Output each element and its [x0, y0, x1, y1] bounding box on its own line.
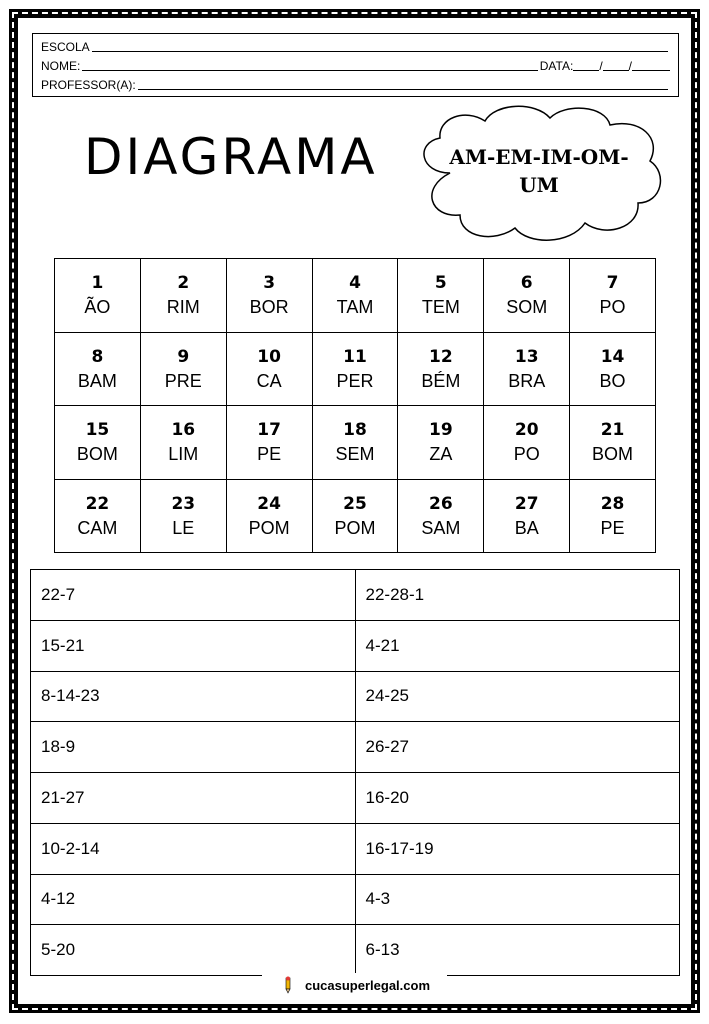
- grid-row: [55, 259, 656, 333]
- answer-code[interactable]: 5-20: [31, 925, 356, 976]
- grid-cell: [398, 259, 484, 333]
- cell-number: 13: [514, 346, 539, 367]
- cell-syllable: ÃO: [84, 297, 111, 318]
- answer-table: [30, 569, 680, 976]
- syllable-grid: [54, 258, 656, 553]
- grid-cell: [140, 406, 226, 480]
- answer-code[interactable]: 21-27: [31, 773, 356, 824]
- escola-field[interactable]: [92, 38, 668, 52]
- grid-cell: [55, 259, 141, 333]
- grid-cell: [398, 406, 484, 480]
- cell-syllable: BOM: [76, 444, 118, 465]
- grid-cell: [312, 479, 398, 553]
- cell-number: 23: [171, 493, 196, 514]
- cell-number: 9: [177, 346, 190, 367]
- cell-number: 12: [429, 346, 453, 367]
- cell-number: 22: [85, 493, 110, 514]
- cell-syllable: LIM: [168, 444, 199, 465]
- cell-syllable: BAM: [77, 370, 117, 391]
- grid-cell: [55, 406, 141, 480]
- cell-syllable: TAM: [336, 297, 374, 318]
- grid-cell: [312, 332, 398, 406]
- answer-code[interactable]: 4-12: [31, 874, 356, 925]
- grid-row: [55, 479, 656, 553]
- grid-cell: [570, 259, 656, 333]
- cell-syllable: CAM: [77, 517, 118, 538]
- cell-syllable: PO: [513, 444, 540, 465]
- grid-cell: [570, 479, 656, 553]
- grid-cell: [140, 332, 226, 406]
- answer-code[interactable]: 4-3: [355, 874, 680, 925]
- cell-number: 6: [520, 273, 533, 294]
- cell-syllable: SEM: [335, 444, 375, 465]
- grid-cell: [484, 259, 570, 333]
- answer-code[interactable]: 10-2-14: [31, 823, 356, 874]
- answer-code[interactable]: 16-20: [355, 773, 680, 824]
- answer-code[interactable]: 24-25: [355, 671, 680, 722]
- cell-syllable: BO: [599, 370, 626, 391]
- cell-syllable: LE: [172, 517, 195, 538]
- grid-cell: [570, 332, 656, 406]
- cell-number: 4: [349, 273, 361, 294]
- cell-syllable: BA: [514, 517, 539, 538]
- footer-site[interactable]: cucasuperlegal.com: [305, 977, 430, 993]
- cell-number: 10: [257, 346, 281, 367]
- cell-number: 26: [429, 493, 453, 514]
- data-label: DATA:: [539, 59, 574, 73]
- data-day-field[interactable]: [573, 57, 599, 71]
- cell-number: 14: [600, 346, 625, 367]
- grid-cell: [226, 479, 312, 553]
- cell-number: 1: [91, 273, 104, 294]
- cell-number: 7: [606, 273, 619, 294]
- cell-syllable: PE: [600, 517, 625, 538]
- cell-syllable: PO: [599, 297, 626, 318]
- grid-cell: [226, 332, 312, 406]
- escola-label: ESCOLA: [41, 40, 90, 54]
- grid-cell: [398, 332, 484, 406]
- answer-code[interactable]: 6-13: [355, 925, 680, 976]
- grid-cell: [140, 259, 226, 333]
- cell-syllable: SOM: [506, 297, 548, 318]
- answer-row: [31, 925, 680, 976]
- student-info-box: ESCOLA NOME: DATA: / / PROFESSOR(A):: [32, 33, 679, 97]
- cell-syllable: CA: [256, 370, 282, 391]
- page-title: DIAGRAMA: [84, 128, 378, 186]
- cell-syllable: RIM: [166, 297, 200, 318]
- grid-cell: [398, 479, 484, 553]
- answer-code[interactable]: 22-7: [31, 570, 356, 621]
- grid-cell: [484, 479, 570, 553]
- answer-code[interactable]: 4-21: [355, 620, 680, 671]
- answer-code[interactable]: 16-17-19: [355, 823, 680, 874]
- cell-number: 11: [343, 346, 367, 367]
- grid-cell: [312, 259, 398, 333]
- cell-syllable: PER: [336, 370, 374, 391]
- cell-syllable: POM: [248, 517, 290, 538]
- answer-row: [31, 874, 680, 925]
- grid-cell: [55, 332, 141, 406]
- answer-code[interactable]: 18-9: [31, 722, 356, 773]
- answer-code[interactable]: 22-28-1: [355, 570, 680, 621]
- data-month-field[interactable]: [603, 57, 629, 71]
- cell-number: 19: [429, 420, 453, 441]
- nome-field[interactable]: [82, 57, 537, 71]
- cloud-line-1: AM-EM-IM-OM-: [449, 145, 629, 169]
- answer-row: [31, 823, 680, 874]
- cell-number: 21: [600, 420, 625, 441]
- cell-number: 18: [343, 420, 367, 441]
- cell-number: 8: [91, 346, 104, 367]
- cell-number: 5: [434, 273, 447, 294]
- professor-label: PROFESSOR(A):: [41, 78, 136, 92]
- cell-syllable: BRA: [508, 370, 546, 391]
- cell-number: 17: [257, 420, 281, 441]
- grid-cell: [484, 332, 570, 406]
- cell-syllable: PE: [257, 444, 282, 465]
- cell-syllable: BÉM: [421, 370, 461, 391]
- cell-number: 2: [177, 273, 190, 294]
- grid-cell: [55, 479, 141, 553]
- grid-cell: [570, 406, 656, 480]
- grid-row: [55, 332, 656, 406]
- answer-row: [31, 671, 680, 722]
- answer-code[interactable]: 26-27: [355, 722, 680, 773]
- pencil-logo-icon: [279, 976, 297, 994]
- cell-number: 20: [514, 420, 539, 441]
- answer-row: [31, 570, 680, 621]
- cell-syllable: BOM: [592, 444, 634, 465]
- cell-number: 3: [263, 273, 276, 294]
- grid-cell: [226, 406, 312, 480]
- cell-syllable: PRE: [164, 370, 202, 391]
- cloud-line-2: UM: [519, 173, 559, 197]
- footer: [262, 973, 447, 997]
- nome-label: NOME:: [41, 59, 81, 73]
- answer-code[interactable]: 15-21: [31, 620, 356, 671]
- data-year-field[interactable]: [632, 57, 670, 71]
- answer-row: [31, 620, 680, 671]
- cloud-callout: [410, 103, 668, 248]
- cell-number: 24: [257, 493, 281, 514]
- cell-number: 28: [600, 493, 625, 514]
- grid-cell: [484, 406, 570, 480]
- cell-number: 25: [343, 493, 367, 514]
- professor-field[interactable]: [138, 76, 668, 90]
- answer-code[interactable]: 8-14-23: [31, 671, 356, 722]
- cell-syllable: ZA: [429, 444, 453, 465]
- cell-number: 16: [171, 420, 196, 441]
- cell-number: 27: [514, 493, 539, 514]
- cell-syllable: TEM: [421, 297, 460, 318]
- grid-cell: [312, 406, 398, 480]
- cell-syllable: POM: [334, 517, 376, 538]
- cell-syllable: BOR: [249, 297, 289, 318]
- grid-cell: [140, 479, 226, 553]
- answer-row: [31, 773, 680, 824]
- grid-row: [55, 406, 656, 480]
- cell-syllable: SAM: [421, 517, 461, 538]
- grid-cell: [226, 259, 312, 333]
- answer-row: [31, 722, 680, 773]
- cell-number: 15: [85, 420, 110, 441]
